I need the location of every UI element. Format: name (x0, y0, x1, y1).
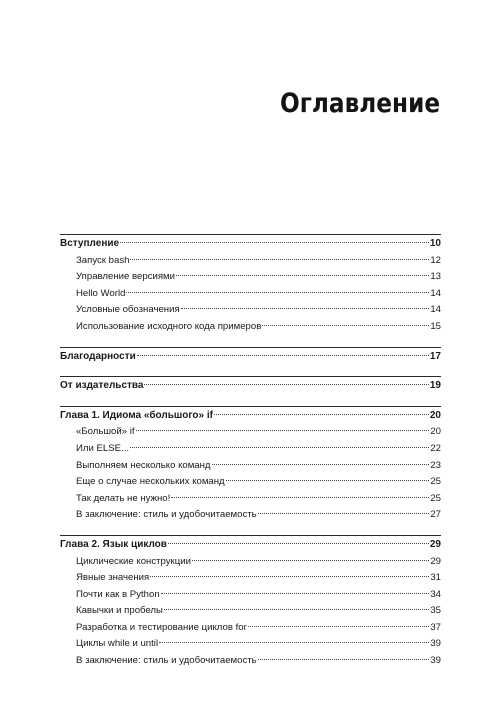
toc-heading-label: Глава 2. Язык циклов (60, 538, 167, 550)
dot-leader (150, 576, 429, 577)
toc-entry-page-number: 25 (430, 476, 441, 488)
toc-entry-page-number: 37 (430, 621, 441, 633)
toc-entry-label: Hello World (76, 287, 126, 299)
dot-leader (181, 308, 430, 309)
toc-entry-page-number: 29 (430, 555, 441, 567)
toc-entry-label: Использование исходного кода примеров (76, 320, 262, 332)
dot-leader (120, 242, 429, 243)
dot-leader (137, 355, 429, 356)
dot-leader (144, 384, 428, 385)
toc-entry-label: Кавычки и пробелы (76, 605, 163, 617)
dot-leader (136, 430, 430, 431)
toc-entry-label: Управление версиями (76, 271, 175, 283)
toc-section (60, 347, 441, 366)
dot-leader (171, 497, 429, 498)
toc-heading (60, 236, 441, 253)
toc-entry-label: Циклические конструкции (76, 555, 191, 567)
toc-entry-page-number: 12 (430, 254, 441, 266)
dot-leader (214, 414, 429, 415)
toc-heading-page-number: 10 (429, 238, 441, 249)
toc-entry-page-number: 23 (430, 459, 441, 471)
toc-heading-page-number: 29 (429, 538, 441, 550)
toc-heading (60, 378, 441, 395)
toc-entry (60, 319, 441, 336)
toc-entry-label: «Большой» if (76, 426, 135, 438)
toc-entry-page-number: 39 (430, 655, 441, 667)
dot-leader (159, 642, 429, 643)
toc-entry-page-number: 20 (430, 426, 441, 438)
toc-entry-page-number: 34 (430, 588, 441, 600)
toc-heading (60, 537, 441, 554)
toc-entry-label: В заключение: стиль и удобочитаемость (76, 509, 257, 521)
toc-section (60, 535, 441, 670)
toc-entry (60, 507, 441, 524)
dot-leader (168, 543, 429, 544)
toc-entry (60, 620, 441, 637)
toc-entry-label: Почти как в Python (76, 588, 160, 600)
toc-entry (60, 603, 441, 620)
toc-heading-page-number: 17 (429, 350, 441, 362)
toc-heading-label: От издательства (60, 380, 144, 392)
toc-entry (60, 636, 441, 653)
toc-entry (60, 286, 441, 303)
toc-entry (60, 587, 441, 604)
toc-entry (60, 269, 441, 286)
dot-leader (176, 275, 429, 276)
toc-entry-label: Или ELSE... (76, 442, 130, 454)
toc-entry (60, 458, 441, 475)
dot-leader (161, 593, 430, 594)
toc-entry-page-number: 14 (430, 287, 441, 299)
toc-heading-page-number: 20 (429, 409, 441, 421)
toc-heading (60, 408, 441, 425)
dot-leader (226, 480, 430, 481)
toc-heading (60, 349, 441, 366)
toc-entry-page-number: 27 (430, 509, 441, 521)
toc-heading-label: Глава 1. Идиома «большого» if (60, 409, 213, 421)
dot-leader (258, 659, 430, 660)
dot-leader (192, 560, 429, 561)
dot-leader (258, 513, 430, 514)
toc-entry (60, 491, 441, 508)
toc-entry (60, 302, 441, 319)
toc-entry (60, 441, 441, 458)
dot-leader (248, 626, 430, 627)
toc-entry-label: Явные значения (76, 572, 150, 584)
toc-entry-label: Разработка и тестирование циклов for (76, 621, 247, 633)
dot-leader (130, 447, 429, 448)
toc-entry (60, 570, 441, 587)
toc-section (60, 234, 441, 336)
toc-title: Оглавление (279, 88, 440, 119)
toc-entry-label: Выполняем несколько команд (76, 459, 211, 471)
toc-entry (60, 474, 441, 491)
toc-entry-page-number: 25 (430, 492, 441, 504)
toc-heading-page-number: 19 (429, 380, 441, 392)
table-of-contents (60, 234, 441, 681)
toc-entry (60, 554, 441, 571)
dot-leader (126, 292, 429, 293)
toc-section (60, 406, 441, 524)
dot-leader (212, 464, 430, 465)
toc-entry-label: Циклы while и until (76, 638, 159, 650)
toc-entry-label: Условные обозначения (76, 304, 180, 316)
dot-leader (164, 609, 429, 610)
toc-entry-page-number: 13 (430, 271, 441, 283)
toc-section (60, 376, 441, 395)
dot-leader (130, 259, 429, 260)
toc-entry-label: В заключение: стиль и удобочитаемость (76, 655, 257, 667)
toc-entry-page-number: 15 (430, 320, 441, 332)
toc-heading-label: Вступление (60, 238, 120, 249)
toc-entry-page-number: 39 (430, 638, 441, 650)
toc-entry (60, 653, 441, 670)
toc-entry (60, 253, 441, 270)
dot-leader (262, 325, 429, 326)
toc-entry-page-number: 22 (430, 442, 441, 454)
toc-entry-label: Еще о случае нескольких команд (76, 476, 225, 488)
toc-heading-label: Благодарности (60, 350, 136, 362)
toc-entry-page-number: 31 (430, 572, 441, 584)
toc-entry (60, 424, 441, 441)
toc-entry-page-number: 14 (430, 304, 441, 316)
toc-entry-page-number: 35 (430, 605, 441, 617)
toc-entry-label: Так делать не нужно! (76, 492, 171, 504)
toc-entry-label: Запуск bash (76, 254, 130, 266)
